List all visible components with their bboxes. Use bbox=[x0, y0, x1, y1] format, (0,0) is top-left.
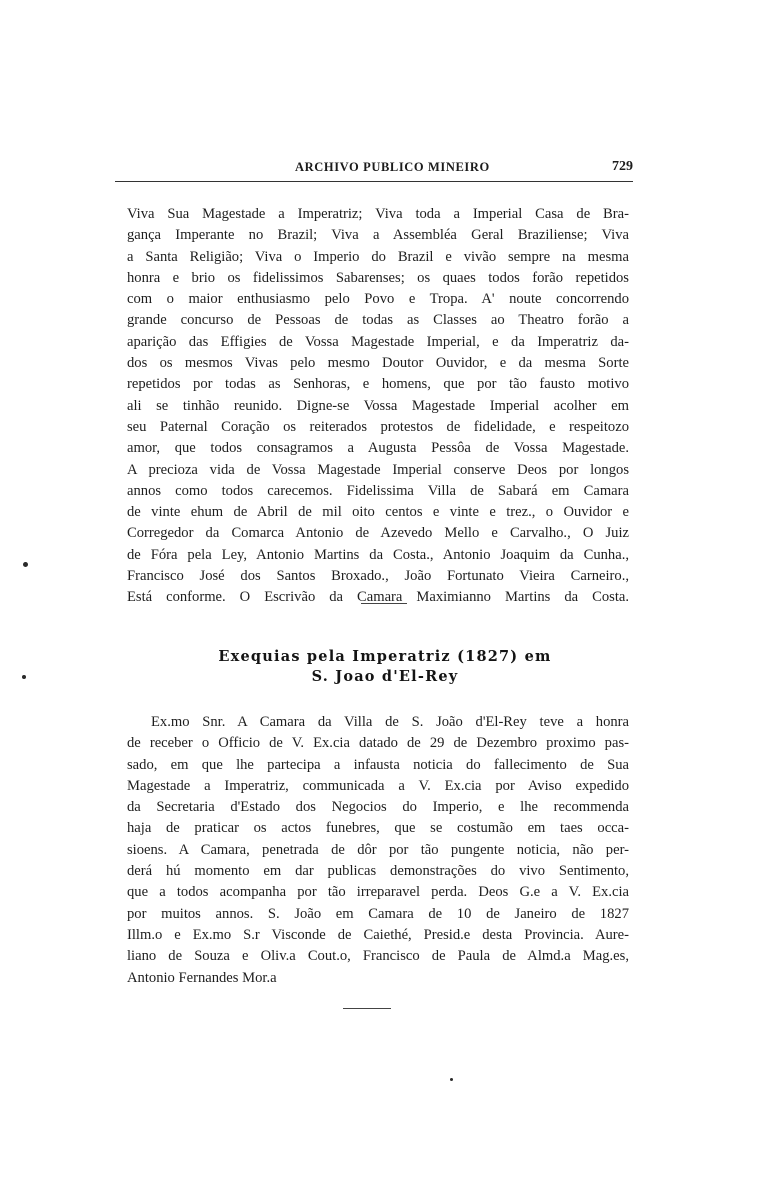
text-line: seu Paternal Coração os reiterados protestos de fidelidade, e respeitozo bbox=[127, 418, 629, 435]
text-line: derá hú momento em dar publicas demonstrações do vivo Sentimento, bbox=[127, 863, 629, 880]
section-subtitle: S. Joao d'El-Rey bbox=[311, 668, 459, 685]
text-line: sado, em que lhe partecipa a infausta noticia do fallecimento de Sua bbox=[127, 756, 629, 773]
text-line: Está conforme. O Escrivão da Camara Maximianno Martins da Costa. bbox=[127, 589, 629, 606]
text-line: por muitos annos. S. João em Camara de 10 de Janeiro de 1827 bbox=[127, 905, 629, 922]
text-line: A precioza vida de Vossa Magestade Imperial conserve Deos por longos bbox=[127, 461, 629, 478]
page-number: 729 bbox=[612, 159, 633, 174]
text-line: Ex.mo Snr. A Camara da Villa de S. João d'El-Rey teve a honra bbox=[151, 714, 629, 730]
text-line: amor, que todos consagramos a Augusta Pessôa de Vossa Magestade. bbox=[127, 440, 629, 457]
text-line: com o maior enthusiasmo pelo Povo e Tropa. A' noute concorrendo bbox=[127, 291, 629, 308]
text-line: Antonio Fernandes Mor.a bbox=[127, 969, 277, 986]
text-line: sioens. A Camara, penetrada de dôr por tão pungente noticia, não per- bbox=[127, 841, 629, 858]
running-header bbox=[115, 160, 633, 180]
text-line: Viva Sua Magestade a Imperatriz; Viva toda a Imperial Casa de Bra- bbox=[127, 206, 629, 222]
text-line: haja de praticar os actos funebres, que se costumão em taes occa- bbox=[127, 820, 629, 837]
section-title: Exequias pela Imperatriz (1827) em bbox=[218, 648, 552, 665]
margin-speck bbox=[22, 675, 26, 679]
text-line: de vinte ehum de Abril de mil oito centos e vinte e trez., o Ouvidor e bbox=[127, 504, 629, 521]
text-line: de receber o Officio de V. Ex.cia datado de 29 de Dezembro proximo pas- bbox=[127, 735, 629, 752]
page-speck bbox=[450, 1078, 453, 1081]
text-line: que a todos acompanha por tão irreparavel perda. Deos G.e a V. Ex.cia bbox=[127, 884, 629, 901]
text-line: de Fóra pela Ley, Antonio Martins da Costa., Antonio Joaquim da Cunha., bbox=[127, 546, 629, 563]
text-line: aparição das Effigies de Vossa Magestade Imperial, e da Imperatriz da- bbox=[127, 333, 629, 350]
text-line: Magestade a Imperatriz, communicada a V. Ex.cia por Aviso expedido bbox=[127, 777, 629, 794]
text-line: liano de Souza e Oliv.a Cout.o, Francisco de Paula de Almd.a Mag.es, bbox=[127, 948, 629, 965]
margin-speck bbox=[23, 562, 28, 567]
header-rule bbox=[115, 181, 633, 182]
text-line: annos como todos carecemos. Fidelissima Villa de Sabará em Camara bbox=[127, 482, 629, 499]
text-line: ali se tinhão reunido. Digne-se Vossa Magestade Imperial acolher em bbox=[127, 397, 629, 414]
section-divider bbox=[361, 603, 407, 604]
text-line: grande concurso de Pessoas de todas as Classes ao Theatro forão a bbox=[127, 312, 629, 329]
text-line: Corregedor da Comarca Antonio de Azevedo Mello e Carvalho., O Juiz bbox=[127, 525, 629, 542]
text-line: Illm.o e Ex.mo S.r Visconde de Caiethé, Presid.e desta Provincia. Aure- bbox=[127, 926, 629, 943]
text-line: a Santa Religião; Viva o Imperio do Brazil e vivão sempre na mesma bbox=[127, 248, 629, 265]
text-line: dos os mesmos Vivas pelo mesmo Doutor Ouvidor, e da mesma Sorte bbox=[127, 355, 629, 372]
paragraph-sabara-letter bbox=[127, 204, 629, 609]
paragraph-sjoao-letter bbox=[127, 712, 629, 989]
text-line: repetidos por todas as Senhoras, e homens, que por tão fausto motivo bbox=[127, 376, 629, 393]
text-line: da Secretaria d'Estado dos Negocios do Imperio, e lhe recommenda bbox=[127, 799, 629, 816]
running-title: ARCHIVO PUBLICO MINEIRO bbox=[295, 160, 490, 174]
text-line: gança Imperante no Brazil; Viva a Assembléa Geral Braziliense; Viva bbox=[127, 227, 629, 244]
end-divider bbox=[343, 1008, 391, 1009]
text-line: honra e brio os fidelissimos Sabarenses; os quaes todos forão repetidos bbox=[127, 269, 629, 286]
text-line: Francisco José dos Santos Broxado., João Fortunato Vieira Carneiro., bbox=[127, 568, 629, 585]
